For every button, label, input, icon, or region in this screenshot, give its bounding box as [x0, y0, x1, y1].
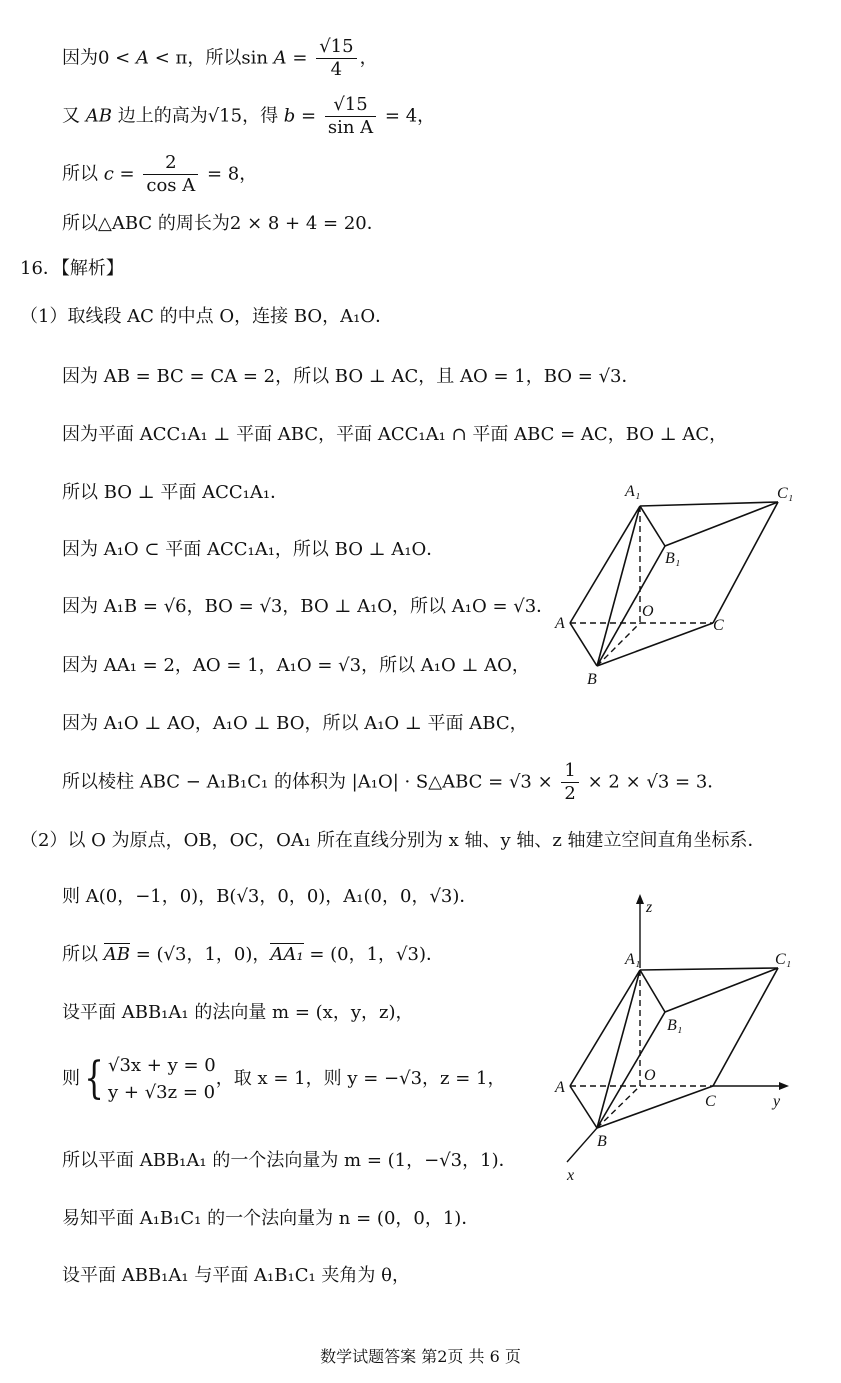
numerator: √15 — [316, 38, 356, 59]
edge-a1-c1 — [640, 502, 778, 506]
line-height-b — [62, 96, 435, 137]
edge-a-a1 — [570, 506, 640, 623]
line-c — [62, 154, 257, 195]
label-c1: C₁ — [777, 485, 794, 502]
label-o: O — [644, 1067, 656, 1084]
fraction — [325, 96, 376, 137]
label-c: C — [705, 1093, 716, 1110]
denominator: 2 — [564, 783, 576, 804]
edge-a1-b1 — [640, 970, 665, 1012]
label-b: B — [597, 1133, 607, 1150]
edge-b-c — [597, 1086, 713, 1128]
equation-system — [108, 1052, 216, 1106]
line-perimeter: 所以△ABC 的周长为2 × 8 + 4 = 20． — [62, 213, 385, 234]
part-2-intro: （2）以 O 为原点，OB，OC，OA₁ 所在直线分别为 x 轴、y 轴、z 轴建立空间直角坐标系． — [20, 830, 766, 851]
label-b1: B₁ — [665, 550, 681, 567]
edge-b1-c1 — [665, 968, 778, 1012]
prism-diagram — [545, 478, 815, 688]
numerator: √15 — [325, 96, 376, 117]
edge-c-c1 — [713, 502, 778, 623]
text: 所以棱柱 ABC − A₁B₁C₁ 的体积为 |A₁O| · S△ABC = √3 × — [62, 771, 559, 793]
text: 所以 — [62, 944, 104, 965]
x-axis — [567, 1128, 597, 1162]
label-c1: C₁ — [775, 951, 792, 968]
fraction — [561, 762, 578, 803]
text: < π，所以sin — [148, 47, 274, 69]
edge-b-c — [597, 623, 713, 666]
label-a1: A₁ — [625, 951, 641, 968]
edge-a-b — [570, 1086, 597, 1128]
line-coordinates: 则 A(0，−1，0)，B(√3，0，0)，A₁(0，0，√3)． — [62, 886, 478, 907]
text: 因为0 < — [62, 47, 136, 69]
label-z: z — [646, 899, 653, 916]
text: c — [103, 163, 114, 185]
equation-1: √3x + y = 0 — [108, 1055, 216, 1076]
line-normal-vector-m: 设平面 ABB₁A₁ 的法向量 m = (x，y，z)， — [62, 1002, 414, 1023]
edge-b1-c1 — [665, 502, 778, 546]
line-angle-theta: 设平面 ABB₁A₁ 与平面 A₁B₁C₁ 夹角为 θ， — [62, 1265, 410, 1286]
text: = 4， — [379, 105, 436, 127]
text: 又 — [62, 105, 86, 127]
text: = 8， — [201, 163, 258, 185]
line-bo-perp-plane: 所以 BO ⊥ 平面 ACC₁A₁． — [62, 482, 289, 503]
fraction — [316, 38, 356, 79]
label-a: A — [555, 1079, 565, 1096]
left-brace: { — [84, 1053, 104, 1104]
edge-b-a1 — [597, 506, 640, 666]
line-equilateral: 因为 AB = BC = CA = 2，所以 BO ⊥ AC，且 AO = 1，BO = √3． — [62, 366, 640, 387]
line-volume — [62, 762, 725, 803]
text: 边上的高为√15，得 — [111, 105, 284, 127]
edge-c-c1 — [713, 968, 778, 1086]
line-a1o-length: 因为 A₁B = √6，BO = √3，BO ⊥ A₁O，所以 A₁O = √3． — [62, 596, 555, 617]
denominator: 4 — [330, 59, 343, 80]
vector-aa1: AA₁ — [270, 944, 304, 965]
vector-ab: AB — [103, 944, 130, 965]
problem-16-heading: 16．【解析】 — [20, 258, 124, 279]
equation-2: y + √3z = 0 — [108, 1082, 216, 1103]
text: = — [113, 163, 141, 185]
line-normal-n-value: 易知平面 A₁B₁C₁ 的一个法向量为 n = (0，0，1)． — [62, 1208, 480, 1229]
denominator: sin A — [327, 117, 374, 138]
label-a: A — [555, 615, 565, 632]
text: = (√3，1，0)， — [129, 944, 271, 965]
label-b: B — [587, 671, 597, 688]
text: 所以 — [62, 163, 104, 185]
text: AB — [85, 105, 112, 127]
coordinate-prism-diagram — [545, 890, 815, 1190]
line-a1o-perp-ao: 因为 AA₁ = 2，AO = 1，A₁O = √3，所以 A₁O ⊥ AO， — [62, 655, 530, 676]
label-a1: A₁ — [625, 483, 641, 500]
line-vectors — [62, 946, 444, 964]
edge-b-a1 — [597, 970, 640, 1128]
line-a1o-perp-plane: 因为 A₁O ⊥ AO，A₁O ⊥ BO，所以 A₁O ⊥ 平面 ABC， — [62, 713, 528, 734]
edge-a1-c1 — [640, 968, 778, 970]
line-bo-perp-a1o: 因为 A₁O ⊂ 平面 ACC₁A₁，所以 BO ⊥ A₁O． — [62, 539, 445, 560]
numerator: 2 — [143, 154, 198, 175]
numerator: 1 — [561, 762, 578, 783]
text: ，取 x = 1，则 y = −√3，z = 1， — [215, 1068, 506, 1089]
line-equation-system — [62, 1052, 505, 1106]
fraction — [143, 154, 198, 195]
text: ， — [359, 47, 378, 69]
part-1-intro: （1）取线段 AC 的中点 O，连接 BO，A₁O． — [20, 306, 394, 327]
line-sin-a — [62, 38, 378, 79]
text: 则 — [62, 1068, 80, 1089]
text: = — [295, 105, 322, 127]
line-normal-m-value: 所以平面 ABB₁A₁ 的一个法向量为 m = (1，−√3，1)． — [62, 1150, 517, 1171]
denominator: cos A — [146, 175, 196, 196]
text: A — [273, 47, 287, 69]
text: A — [135, 47, 149, 69]
label-o: O — [642, 603, 654, 620]
label-y: y — [773, 1093, 781, 1110]
text: b — [283, 105, 296, 127]
z-arrow-icon — [636, 894, 644, 904]
y-arrow-icon — [779, 1082, 789, 1090]
edge-a-a1 — [570, 970, 640, 1086]
text: = — [286, 47, 314, 69]
page-footer: 数学试题答案 第2页 共 6 页 — [320, 1347, 521, 1366]
label-x: x — [567, 1167, 575, 1184]
text: × 2 × √3 = 3． — [581, 771, 726, 793]
edge-a-b — [570, 623, 597, 666]
label-b1: B₁ — [667, 1017, 683, 1034]
edge-a1-b1 — [640, 506, 665, 546]
line-planes-perpendicular: 因为平面 ACC₁A₁ ⊥ 平面 ABC，平面 ACC₁A₁ ∩ 平面 ABC = AC，BO ⊥ AC， — [62, 424, 728, 445]
label-c: C — [713, 617, 724, 634]
text: = (0，1，√3)． — [303, 944, 444, 965]
edge-b-b1 — [597, 546, 665, 666]
